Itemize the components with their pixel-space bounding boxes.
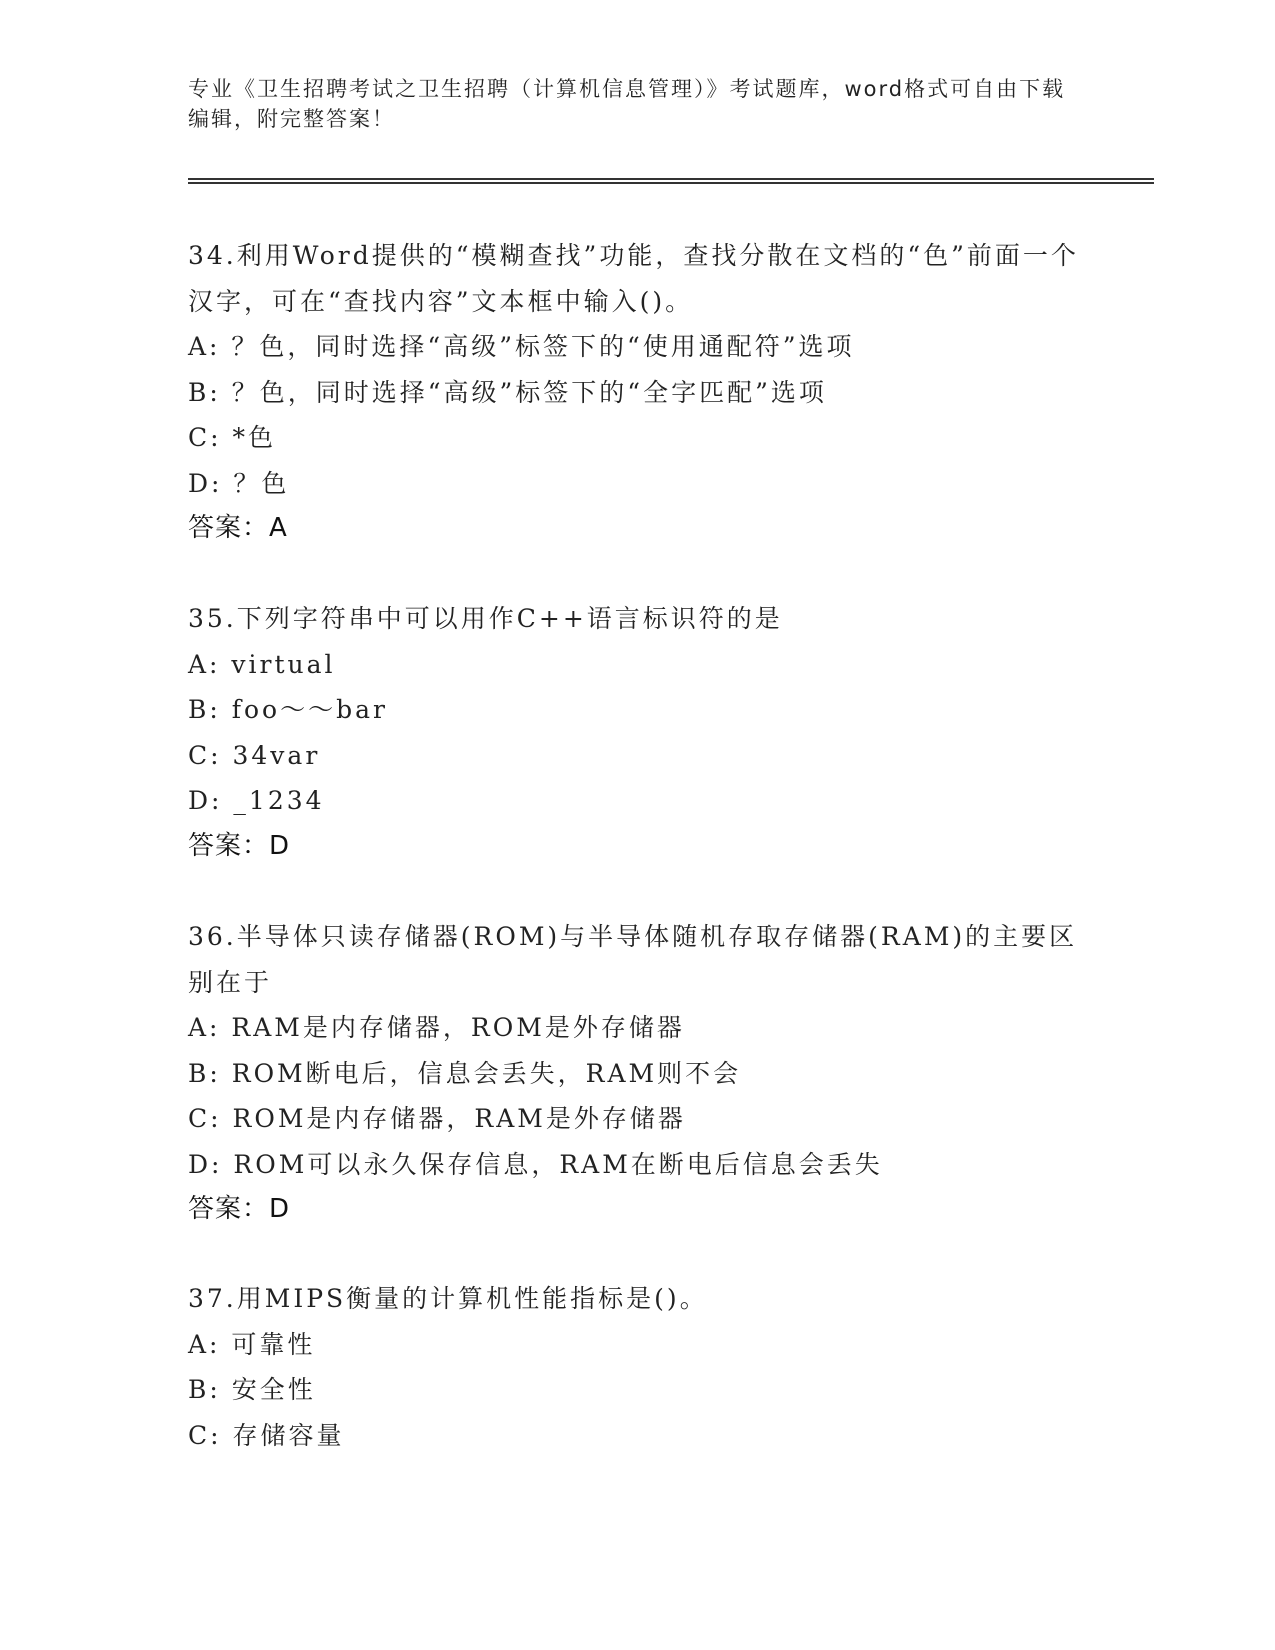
question-36 [188,914,1088,1233]
option-a: A: ？色，同时选择“高级”标签下的“使用通配符”选项 [188,332,855,361]
option-b: B: 安全性 [188,1375,316,1404]
option-b: B: ROM断电后，信息会丢失，RAM则不会 [188,1058,742,1088]
option-d: D: _1234 [188,786,325,815]
option-d: D: ROM可以永久保存信息，RAM在断电后信息会丢失 [188,1149,883,1179]
question-stem: 37.用MIPS衡量的计算机性能指标是()。 [188,1284,708,1313]
question-37 [188,1276,1088,1458]
option-b: B: ？色，同时选择“高级”标签下的“全字匹配”选项 [188,377,827,407]
question-35 [188,596,1088,869]
option-d: D: ？色 [188,468,290,498]
document-header: 专业《卫生招聘考试之卫生招聘（计算机信息管理）》考试题库，word格式可自由下载编辑，附完整答案！ [188,77,1066,131]
option-a: A: 可靠性 [188,1329,316,1359]
option-b: B: foo～～bar [188,695,388,724]
answer-line: 答案：D [188,830,291,861]
option-c: C: 34var [188,740,321,770]
question-stem: 36.半导体只读存储器(ROM)与半导体随机存取存储器(RAM)的主要区别在于 [188,922,1078,997]
option-c: C: *色 [188,423,276,452]
option-a: A: virtual [188,649,336,679]
option-c: C: ROM是内存储器，RAM是外存储器 [188,1104,686,1133]
option-a: A: RAM是内存储器，ROM是外存储器 [188,1013,685,1042]
question-stem: 35.下列字符串中可以用作C++语言标识符的是 [188,604,783,633]
answer-line: 答案：A [188,513,288,543]
question-stem: 34.利用Word提供的“模糊查找”功能，查找分散在文档的“色”前面一个汉字，可在“查找内容”文本框中输入()。 [188,241,1079,316]
answer-line: 答案：D [188,1194,291,1224]
question-34 [188,233,1088,552]
option-c: C: 存储容量 [188,1420,345,1450]
header-divider [188,178,1154,184]
